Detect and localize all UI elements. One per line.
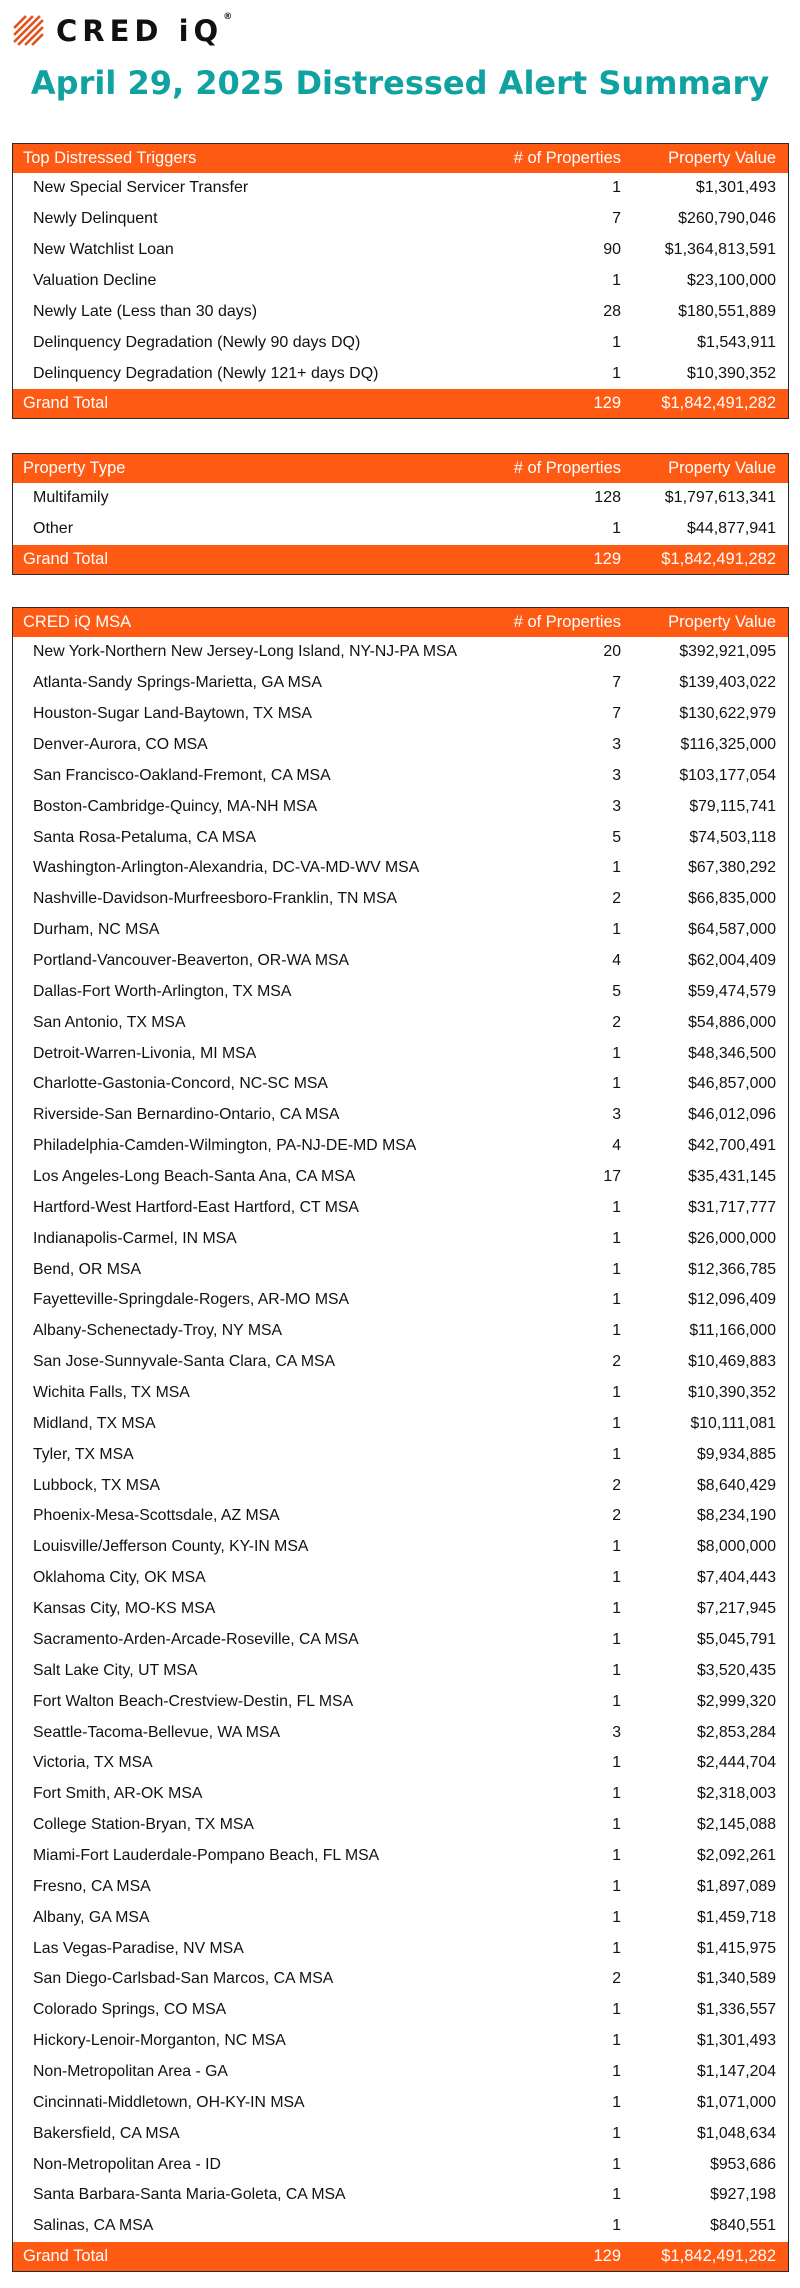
row-label: Las Vegas-Paradise, NV MSA <box>33 1939 244 1957</box>
table-row <box>13 1347 788 1378</box>
header-label: Property Type <box>23 459 126 477</box>
row-label: Albany, GA MSA <box>33 1908 150 1926</box>
row-properties: 17 <box>603 1168 621 1186</box>
row-label: San Diego-Carlsbad-San Marcos, CA MSA <box>33 1970 334 1988</box>
total-properties: 129 <box>593 2246 621 2265</box>
table-row <box>13 1594 788 1625</box>
row-value: $8,234,190 <box>696 1507 776 1525</box>
row-label: Fayetteville-Springdale-Rogers, AR-MO MSA <box>33 1291 350 1309</box>
row-value: $42,700,491 <box>688 1137 776 1155</box>
row-label: Detroit-Warren-Livonia, MI MSA <box>33 1044 257 1062</box>
table-row <box>13 1131 788 1162</box>
row-value: $1,301,493 <box>695 179 776 197</box>
table-header <box>13 144 788 173</box>
row-value: $46,012,096 <box>688 1106 776 1124</box>
row-value: $1,147,204 <box>696 2062 776 2080</box>
row-value: $139,403,022 <box>679 674 776 692</box>
row-properties: 7 <box>612 210 621 228</box>
row-value: $2,853,284 <box>696 1723 776 1741</box>
table-row <box>13 1069 788 1100</box>
row-label: Colorado Springs, CO MSA <box>33 2001 227 2019</box>
row-value: $116,325,000 <box>680 736 776 753</box>
row-properties: 2 <box>612 1353 621 1371</box>
table-row <box>13 976 788 1007</box>
header-value: Property Value <box>668 149 776 167</box>
row-properties: 128 <box>594 489 621 507</box>
table-row <box>13 358 788 389</box>
row-properties: 1 <box>612 1260 621 1278</box>
row-label: Salinas, CA MSA <box>33 2217 154 2235</box>
total-label: Grand Total <box>23 549 108 568</box>
row-label: Nashville-Davidson-Murfreesboro-Franklin, TN MSA <box>33 890 398 908</box>
page-title: April 29, 2025 Distressed Alert Summary <box>30 64 770 102</box>
row-label: Washington-Arlington-Alexandria, DC-VA-MD-WV MSA <box>33 859 420 877</box>
header-properties: # of Properties <box>513 613 621 631</box>
table-row <box>13 2211 788 2242</box>
row-label: Denver-Aurora, CO MSA <box>33 736 208 753</box>
table-row <box>13 2149 788 2180</box>
row-properties: 7 <box>612 674 621 692</box>
row-value: $46,857,000 <box>688 1075 776 1093</box>
row-properties: 2 <box>612 1013 621 1031</box>
row-label: Hickory-Lenoir-Morganton, NC MSA <box>33 2032 286 2050</box>
row-properties: 2 <box>612 1507 621 1525</box>
table-row <box>13 297 788 328</box>
row-properties: 1 <box>612 333 621 351</box>
row-properties: 1 <box>612 2093 621 2111</box>
table-row <box>13 1439 788 1470</box>
row-value: $2,145,088 <box>696 1816 776 1834</box>
row-properties: 1 <box>612 1692 621 1710</box>
row-label: Indianapolis-Carmel, IN MSA <box>33 1229 237 1247</box>
table-row <box>13 1501 788 1532</box>
row-properties: 3 <box>612 1106 621 1124</box>
table-row <box>13 1223 788 1254</box>
row-value: $1,543,911 <box>697 333 776 351</box>
row-properties: 5 <box>612 982 621 1000</box>
row-value: $1,415,975 <box>696 1939 776 1957</box>
row-value: $840,551 <box>710 2217 776 2235</box>
row-value: $59,474,579 <box>688 982 776 1000</box>
row-label: Philadelphia-Camden-Wilmington, PA-NJ-DE-MD MSA <box>33 1137 417 1155</box>
row-value: $8,640,429 <box>696 1476 776 1494</box>
row-value: $1,336,557 <box>696 2001 776 2019</box>
row-value: $1,897,089 <box>696 1877 776 1895</box>
row-properties: 1 <box>612 2032 621 2050</box>
row-label: Riverside-San Bernardino-Ontario, CA MSA <box>33 1106 340 1124</box>
table-row <box>13 853 788 884</box>
row-value: $54,886,000 <box>688 1013 776 1031</box>
row-value: $2,999,320 <box>696 1692 776 1710</box>
table-row <box>13 327 788 358</box>
row-value: $2,318,003 <box>696 1785 776 1803</box>
table-row <box>13 1810 788 1841</box>
row-properties: 1 <box>612 1846 621 1864</box>
row-properties: 1 <box>612 859 621 877</box>
row-properties: 1 <box>612 1414 621 1432</box>
row-value: $1,301,493 <box>696 2032 776 2050</box>
row-label: Louisville/Jefferson County, KY-IN MSA <box>33 1538 309 1556</box>
row-properties: 2 <box>612 1476 621 1494</box>
row-properties: 1 <box>612 1198 621 1216</box>
row-properties: 1 <box>612 1229 621 1247</box>
row-value: $2,444,704 <box>696 1754 776 1772</box>
row-value: $66,835,000 <box>688 890 776 908</box>
cred-iq-logo <box>12 14 232 48</box>
row-label: Durham, NC MSA <box>33 921 160 939</box>
table-row <box>13 915 788 946</box>
table-row <box>13 1316 788 1347</box>
row-label: Bakersfield, CA MSA <box>33 2124 180 2142</box>
row-properties: 20 <box>603 643 621 661</box>
row-label: Los Angeles-Long Beach-Santa Ana, CA MSA <box>33 1168 356 1186</box>
table-row <box>13 668 788 699</box>
row-properties: 5 <box>612 828 621 846</box>
row-value: $67,380,292 <box>688 859 776 877</box>
row-properties: 1 <box>612 1291 621 1309</box>
table-row <box>13 1933 788 1964</box>
cred-iq-logo-icon <box>12 14 46 48</box>
row-properties: 4 <box>612 1137 621 1155</box>
row-label: College Station-Bryan, TX MSA <box>33 1816 254 1834</box>
row-properties: 1 <box>612 1445 621 1463</box>
row-label: Charlotte-Gastonia-Concord, NC-SC MSA <box>33 1075 328 1093</box>
row-value: $1,340,589 <box>696 1970 776 1988</box>
row-value: $7,217,945 <box>696 1600 776 1618</box>
table-row <box>13 946 788 977</box>
row-properties: 1 <box>612 921 621 939</box>
row-label: Fort Smith, AR-OK MSA <box>33 1785 203 1803</box>
row-value: $10,111,081 <box>690 1414 776 1432</box>
row-properties: 1 <box>612 1785 621 1803</box>
row-value: $2,092,261 <box>696 1846 776 1864</box>
row-properties: 1 <box>612 1630 621 1648</box>
total-properties: 129 <box>593 549 621 568</box>
grand-total-row <box>13 389 788 418</box>
row-value: $26,000,000 <box>688 1229 776 1247</box>
row-label: Atlanta-Sandy Springs-Marietta, GA MSA <box>33 674 322 692</box>
table-row <box>13 760 788 791</box>
total-value: $1,842,491,282 <box>661 549 776 568</box>
row-value: $10,390,352 <box>687 364 776 382</box>
row-properties: 3 <box>612 1723 621 1741</box>
row-value: $260,790,046 <box>678 210 776 228</box>
table-row <box>13 2118 788 2149</box>
row-label: Dallas-Fort Worth-Arlington, TX MSA <box>33 982 292 1000</box>
row-value: $1,048,634 <box>696 2124 776 2142</box>
cred-iq-msa-table <box>12 607 789 2272</box>
row-label: Boston-Cambridge-Quincy, MA-NH MSA <box>33 797 318 815</box>
row-value: $1,071,000 <box>696 2093 776 2111</box>
row-properties: 1 <box>612 1384 621 1402</box>
row-label: Kansas City, MO-KS MSA <box>33 1600 216 1618</box>
row-value: $79,115,741 <box>689 797 776 815</box>
row-label: Phoenix-Mesa-Scottsdale, AZ MSA <box>33 1507 280 1525</box>
header-properties: # of Properties <box>513 149 621 167</box>
grand-total-row <box>13 2242 788 2271</box>
table-row <box>13 2087 788 2118</box>
row-value: $11,166,000 <box>689 1322 776 1340</box>
total-properties: 129 <box>593 394 621 413</box>
row-properties: 1 <box>612 2217 621 2235</box>
row-label: Multifamily <box>33 489 109 507</box>
row-value: $180,551,889 <box>678 303 776 320</box>
header-properties: # of Properties <box>513 459 621 477</box>
row-value: $7,404,443 <box>696 1569 776 1587</box>
top-distressed-triggers-table <box>12 143 789 419</box>
row-properties: 1 <box>612 364 621 382</box>
table-header <box>13 454 788 483</box>
row-properties: 3 <box>612 797 621 815</box>
row-value: $35,431,145 <box>688 1168 776 1186</box>
header-value: Property Value <box>668 459 776 477</box>
row-label: Delinquency Degradation (Newly 121+ days DQ) <box>33 364 379 382</box>
row-properties: 1 <box>612 1322 621 1340</box>
header-value: Property Value <box>668 613 776 631</box>
row-value: $48,346,500 <box>688 1044 776 1062</box>
row-value: $5,045,791 <box>696 1630 776 1648</box>
table-row <box>13 884 788 915</box>
row-label: Valuation Decline <box>33 272 157 290</box>
row-properties: 1 <box>612 179 621 197</box>
row-properties: 1 <box>612 2186 621 2204</box>
table-row <box>13 1285 788 1316</box>
total-value: $1,842,491,282 <box>661 2246 776 2265</box>
row-value: $3,520,435 <box>696 1661 776 1679</box>
table-row <box>13 1748 788 1779</box>
table-row <box>13 1964 788 1995</box>
table-row <box>13 1563 788 1594</box>
row-label: San Antonio, TX MSA <box>33 1013 186 1031</box>
table-row <box>13 1038 788 1069</box>
row-value: $12,366,785 <box>688 1260 776 1278</box>
header-label: Top Distressed Triggers <box>23 149 197 167</box>
row-value: $8,000,000 <box>696 1538 776 1556</box>
table-row <box>13 1162 788 1193</box>
row-value: $1,459,718 <box>696 1908 776 1926</box>
table-row <box>13 2057 788 2088</box>
table-row <box>13 1532 788 1563</box>
row-value: $953,686 <box>710 2155 776 2173</box>
total-label: Grand Total <box>23 394 108 413</box>
row-label: Hartford-West Hartford-East Hartford, CT MSA <box>33 1198 359 1216</box>
table-body <box>13 483 788 545</box>
row-label: Non-Metropolitan Area - GA <box>33 2062 228 2080</box>
table-body <box>13 637 788 2242</box>
row-properties: 3 <box>612 736 621 753</box>
table-row <box>13 266 788 297</box>
row-value: $23,100,000 <box>687 272 776 290</box>
table-header <box>13 608 788 637</box>
table-row <box>13 1192 788 1223</box>
row-properties: 90 <box>603 241 621 259</box>
row-label: Wichita Falls, TX MSA <box>33 1384 190 1402</box>
row-properties: 1 <box>612 1538 621 1556</box>
row-label: San Francisco-Oakland-Fremont, CA MSA <box>33 766 331 784</box>
row-value: $927,198 <box>710 2186 776 2204</box>
table-row <box>13 1655 788 1686</box>
row-properties: 1 <box>612 2124 621 2142</box>
table-row <box>13 2026 788 2057</box>
row-label: San Jose-Sunnyvale-Santa Clara, CA MSA <box>33 1353 336 1371</box>
row-label: Delinquency Degradation (Newly 90 days DQ) <box>33 333 361 351</box>
row-properties: 1 <box>612 1754 621 1772</box>
row-properties: 1 <box>612 1877 621 1895</box>
property-type-table <box>12 453 789 575</box>
table-row <box>13 1408 788 1439</box>
table-row <box>13 1871 788 1902</box>
row-label: Tyler, TX MSA <box>33 1445 134 1463</box>
row-label: Newly Delinquent <box>33 210 158 228</box>
row-label: Fort Walton Beach-Crestview-Destin, FL MSA <box>33 1692 354 1710</box>
total-label: Grand Total <box>23 2246 108 2265</box>
table-row <box>13 730 788 761</box>
table-row <box>13 791 788 822</box>
table-row <box>13 235 788 266</box>
row-label: Victoria, TX MSA <box>33 1754 153 1772</box>
row-label: Santa Barbara-Santa Maria-Goleta, CA MSA <box>33 2186 346 2204</box>
table-row <box>13 1254 788 1285</box>
row-label: Salt Lake City, UT MSA <box>33 1661 198 1679</box>
row-label: Miami-Fort Lauderdale-Pompano Beach, FL MSA <box>33 1846 380 1864</box>
row-label: Santa Rosa-Petaluma, CA MSA <box>33 828 257 846</box>
row-properties: 1 <box>612 2001 621 2019</box>
row-label: Portland-Vancouver-Beaverton, OR-WA MSA <box>33 952 350 970</box>
table-row <box>13 1995 788 2026</box>
row-value: $12,096,409 <box>688 1291 776 1309</box>
row-value: $9,934,885 <box>696 1445 776 1463</box>
row-value: $1,364,813,591 <box>664 241 776 259</box>
grand-total-row <box>13 545 788 574</box>
table-row <box>13 1625 788 1656</box>
row-properties: 1 <box>612 1816 621 1834</box>
row-value: $64,587,000 <box>688 921 776 939</box>
row-value: $44,877,941 <box>687 520 776 538</box>
row-properties: 1 <box>612 272 621 290</box>
brand-name: CRED iQ® <box>56 12 233 48</box>
table-row <box>13 1100 788 1131</box>
row-label: Sacramento-Arden-Arcade-Roseville, CA MSA <box>33 1630 359 1648</box>
row-label: New Watchlist Loan <box>33 241 174 259</box>
row-label: Oklahoma City, OK MSA <box>33 1569 206 1587</box>
table-row <box>13 822 788 853</box>
row-properties: 1 <box>612 1661 621 1679</box>
table-row <box>13 1470 788 1501</box>
row-label: New York-Northern New Jersey-Long Island, NY-NJ-PA MSA <box>33 643 458 661</box>
row-value: $10,390,352 <box>688 1384 776 1402</box>
row-value: $130,622,979 <box>679 705 776 723</box>
table-row <box>13 1378 788 1409</box>
row-label: New Special Servicer Transfer <box>33 179 249 197</box>
total-value: $1,842,491,282 <box>661 394 776 413</box>
row-value: $1,797,613,341 <box>664 489 776 507</box>
row-value: $74,503,118 <box>689 828 776 846</box>
row-label: Fresno, CA MSA <box>33 1877 151 1895</box>
table-body <box>13 173 788 389</box>
table-row <box>13 699 788 730</box>
row-properties: 2 <box>612 1970 621 1988</box>
row-label: Other <box>33 520 74 538</box>
row-label: Non-Metropolitan Area - ID <box>33 2155 221 2173</box>
row-properties: 7 <box>612 705 621 723</box>
row-properties: 1 <box>612 2155 621 2173</box>
table-row <box>13 1717 788 1748</box>
table-row <box>13 514 788 545</box>
row-properties: 1 <box>612 1044 621 1062</box>
row-value: $31,717,777 <box>688 1198 776 1216</box>
table-row <box>13 1841 788 1872</box>
row-label: Midland, TX MSA <box>33 1414 156 1432</box>
row-label: Houston-Sugar Land-Baytown, TX MSA <box>33 705 312 723</box>
table-row <box>13 483 788 514</box>
row-properties: 2 <box>612 890 621 908</box>
row-properties: 3 <box>612 766 621 784</box>
row-properties: 1 <box>612 2062 621 2080</box>
row-label: Albany-Schenectady-Troy, NY MSA <box>33 1322 283 1340</box>
row-properties: 1 <box>612 1569 621 1587</box>
table-row <box>13 637 788 668</box>
row-label: Seattle-Tacoma-Bellevue, WA MSA <box>33 1723 280 1741</box>
row-properties: 1 <box>612 1600 621 1618</box>
table-row <box>13 173 788 204</box>
row-properties: 1 <box>612 520 621 538</box>
row-value: $103,177,054 <box>679 766 776 784</box>
row-properties: 4 <box>612 952 621 970</box>
table-row <box>13 1779 788 1810</box>
table-row <box>13 204 788 235</box>
row-properties: 28 <box>603 303 621 320</box>
row-value: $392,921,095 <box>679 643 776 661</box>
table-row <box>13 2180 788 2211</box>
table-row <box>13 1007 788 1038</box>
row-label: Cincinnati-Middletown, OH-KY-IN MSA <box>33 2093 305 2111</box>
row-properties: 1 <box>612 1075 621 1093</box>
row-label: Bend, OR MSA <box>33 1260 141 1278</box>
row-value: $10,469,883 <box>688 1353 776 1371</box>
table-row <box>13 1902 788 1933</box>
row-label: Lubbock, TX MSA <box>33 1476 161 1494</box>
header-label: CRED iQ MSA <box>23 613 132 631</box>
row-label: Newly Late (Less than 30 days) <box>33 303 258 320</box>
row-properties: 1 <box>612 1939 621 1957</box>
table-row <box>13 1686 788 1717</box>
row-value: $62,004,409 <box>688 952 776 970</box>
row-properties: 1 <box>612 1908 621 1926</box>
